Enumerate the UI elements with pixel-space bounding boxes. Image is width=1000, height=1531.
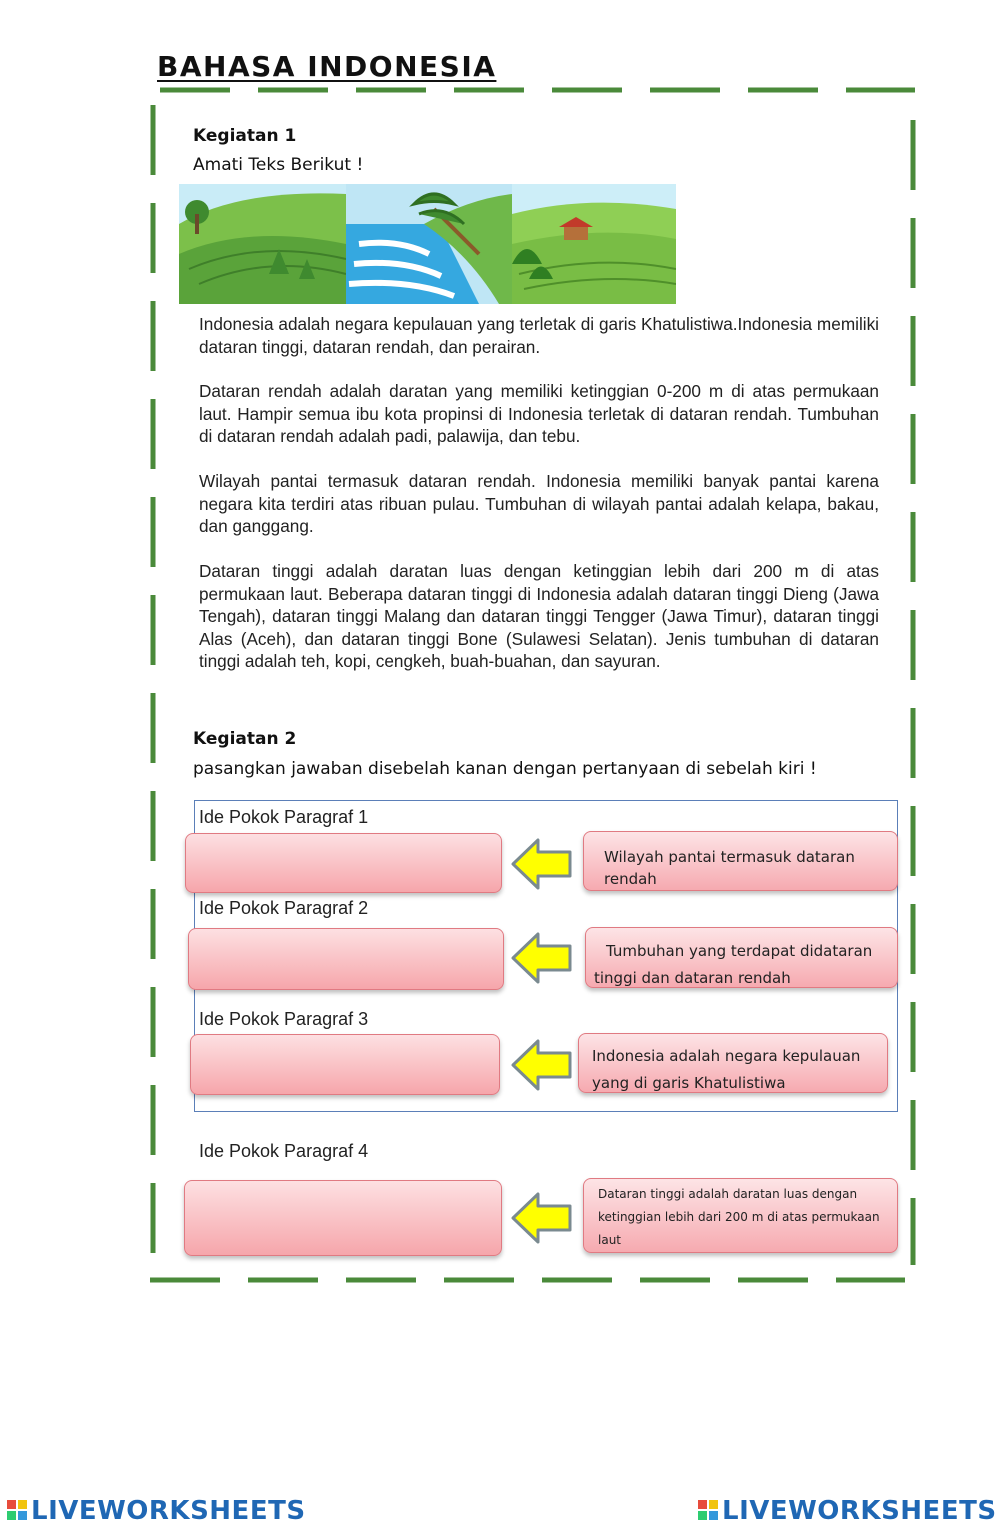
option-box-4[interactable]: Dataran tinggi adalah daratan luas dengan ketinggian lebih dari 200 m di atas permukaan laut	[583, 1178, 898, 1253]
option-box-1[interactable]: Wilayah pantai termasuk dataran rendah	[583, 831, 898, 891]
answer-box-4[interactable]	[184, 1180, 502, 1256]
paragraph-1: Indonesia adalah negara kepulauan yang terletak di garis Khatulistiwa.Indonesia memiliki dataran tinggi, dataran rendah, dan perairan.	[199, 314, 879, 357]
label-paragraf-1: Ide Pokok Paragraf 1	[199, 807, 369, 827]
label-paragraf-2: Ide Pokok Paragraf 2	[199, 898, 369, 918]
page-title: BAHASA INDONESIA	[157, 50, 497, 83]
arrow-left-icon	[510, 930, 574, 986]
paragraph-2: Dataran rendah adalah daratan yang memiliki ketinggian 0-200 m di atas permukaan laut. Hampir semua ibu kota propinsi di Indonesia terletak di dataran rendah. Tumbuhan di dataran rendah adalah padi, palawija, dan tebu.	[199, 381, 879, 447]
paragraph-4: Dataran tinggi adalah daratan luas dengan ketinggian lebih dari 200 m di atas permukaan laut. Beberapa dataran tinggi di Indonesia adalah dataran tinggi Dieng (Jawa Tengah), dataran tinggi Malang dan dataran tinggi Tengger (Jawa Timur), dataran tinggi Alas (Aceh), dan dataran tinggi Bone (Sulawesi Selatan). Jenis tumbuhan di dataran tinggi adalah teh, kopi, cengkeh, buah-buahan, dan sayuran.	[199, 561, 879, 672]
arrow-left-icon	[510, 1037, 574, 1093]
logo-text-right: LIVEWORKSHEETS	[722, 1496, 997, 1526]
liveworksheets-mark-icon	[6, 1499, 28, 1521]
kegiatan1-heading: Kegiatan 1	[193, 126, 297, 146]
kegiatan2-instruction: pasangkan jawaban disebelah kanan dengan pertanyaan di sebelah kiri !	[193, 759, 817, 779]
answer-box-3[interactable]	[190, 1034, 500, 1095]
answer-box-2[interactable]	[188, 928, 504, 990]
label-paragraf-4: Ide Pokok Paragraf 4	[199, 1141, 369, 1161]
kegiatan2-heading: Kegiatan 2	[193, 729, 297, 749]
liveworksheets-logo-right[interactable]	[697, 1496, 997, 1526]
liveworksheets-logo-left[interactable]	[6, 1496, 306, 1526]
logo-text-left: LIVEWORKSHEETS	[31, 1496, 306, 1526]
paragraph-3: Wilayah pantai termasuk dataran rendah. Indonesia memiliki banyak pantai karena negara kita terdiri atas ribuan pulau. Tumbuhan di wilayah pantai adalah kelapa, bakau, dan ganggang.	[199, 471, 879, 537]
option-box-2[interactable]: Tumbuhan yang terdapat didataran tinggi dan dataran rendah	[585, 927, 898, 988]
liveworksheets-mark-icon	[697, 1499, 719, 1521]
arrow-left-icon	[510, 836, 574, 892]
kegiatan1-instruction: Amati Teks Berikut !	[193, 155, 364, 175]
answer-box-1[interactable]	[185, 833, 502, 893]
landscape-illustration	[179, 184, 676, 304]
label-paragraf-3: Ide Pokok Paragraf 3	[199, 1009, 369, 1029]
option-box-3[interactable]: Indonesia adalah negara kepulauan yang di garis Khatulistiwa	[578, 1033, 888, 1093]
arrow-left-icon	[510, 1190, 574, 1246]
